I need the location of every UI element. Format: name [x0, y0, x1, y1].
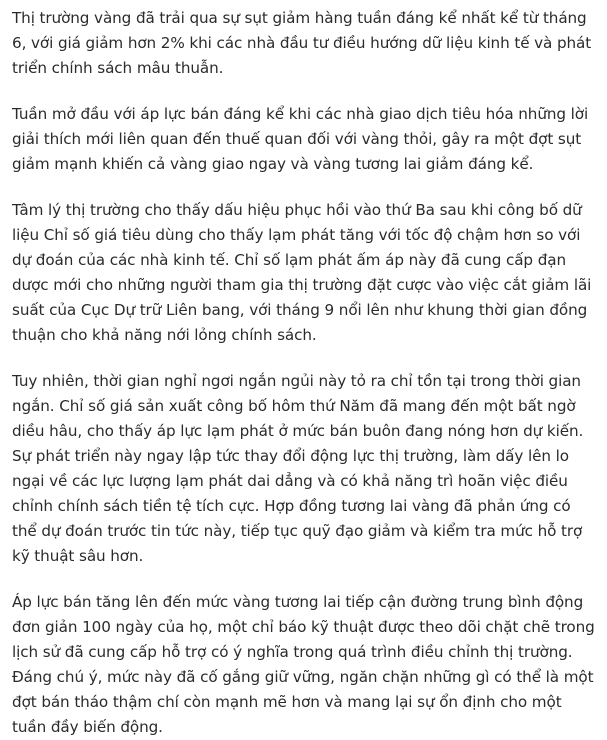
article-paragraph-2: Tuần mở đầu với áp lực bán đáng kể khi các nhà giao dịch tiêu hóa những lời giải thích mới liên quan đến thuế quan đối với vàng thỏi, gây ra một đợt sụt giảm mạnh khiến cả vàng giao ngay và vàng tương lai giảm đáng kể. — [12, 105, 589, 173]
article-paragraph-5: Áp lực bán tăng lên đến mức vàng tương lai tiếp cận đường trung bình động đơn giản 100 ngày của họ, một chỉ báo kỹ thuật được theo dõi chặt chẽ trong lịch sử đã cung cấp hỗ trợ có ý nghĩa trong quá trình điều chỉnh thị trường. Đáng chú ý, mức này đã cố gắng giữ vững, ngăn chặn những gì có thể là một đợt bán tháo thậm chí còn mạnh mẽ hơn và mang lại sự ổn định cho một tuần đầy biến động. — [12, 593, 595, 736]
article-paragraph-4: Tuy nhiên, thời gian nghỉ ngơi ngắn ngủi này tỏ ra chỉ tồn tại trong thời gian ngắn. Chỉ số giá sản xuất công bố hôm thứ Năm đã mang đến một bất ngờ diều hâu, cho thấy áp lực lạm phát ở mức bán buôn đang nóng hơn dự kiến. Sự phát triển này ngay lập tức thay đổi động lực thị trường, làm dấy lên lo ngại về các lực lượng lạm phát dai dẳng và có khả năng trì hoãn việc điều chỉnh chính sách tiền tệ tích cực. Hợp đồng tương lai vàng đã phản ứng có thể dự đoán trước tin tức này, tiếp tục quỹ đạo giảm và kiểm tra mức hỗ trợ kỹ thuật sâu hơn. — [12, 372, 584, 565]
article-paragraph-3: Tâm lý thị trường cho thấy dấu hiệu phục hồi vào thứ Ba sau khi công bố dữ liệu Chỉ số giá tiêu dùng cho thấy lạm phát tăng với tốc độ chậm hơn so với dự đoán của các nhà kinh tế. Chỉ số lạm phát ấm áp này đã cung cấp đạn dược mới cho những người tham gia thị trường đặt cược vào việc cắt giảm lãi suất của Cục Dự trữ Liên bang, với tháng 9 nổi lên như khung thời gian đồng thuận cho khả năng nới lỏng chính sách. — [12, 201, 592, 344]
article-paragraph-1: Thị trường vàng đã trải qua sự sụt giảm hàng tuần đáng kể nhất kể từ tháng 6, với giá giảm hơn 2% khi các nhà đầu tư điều hướng dữ liệu kinh tế và phát triển chính sách mâu thuẫn. — [12, 9, 592, 77]
